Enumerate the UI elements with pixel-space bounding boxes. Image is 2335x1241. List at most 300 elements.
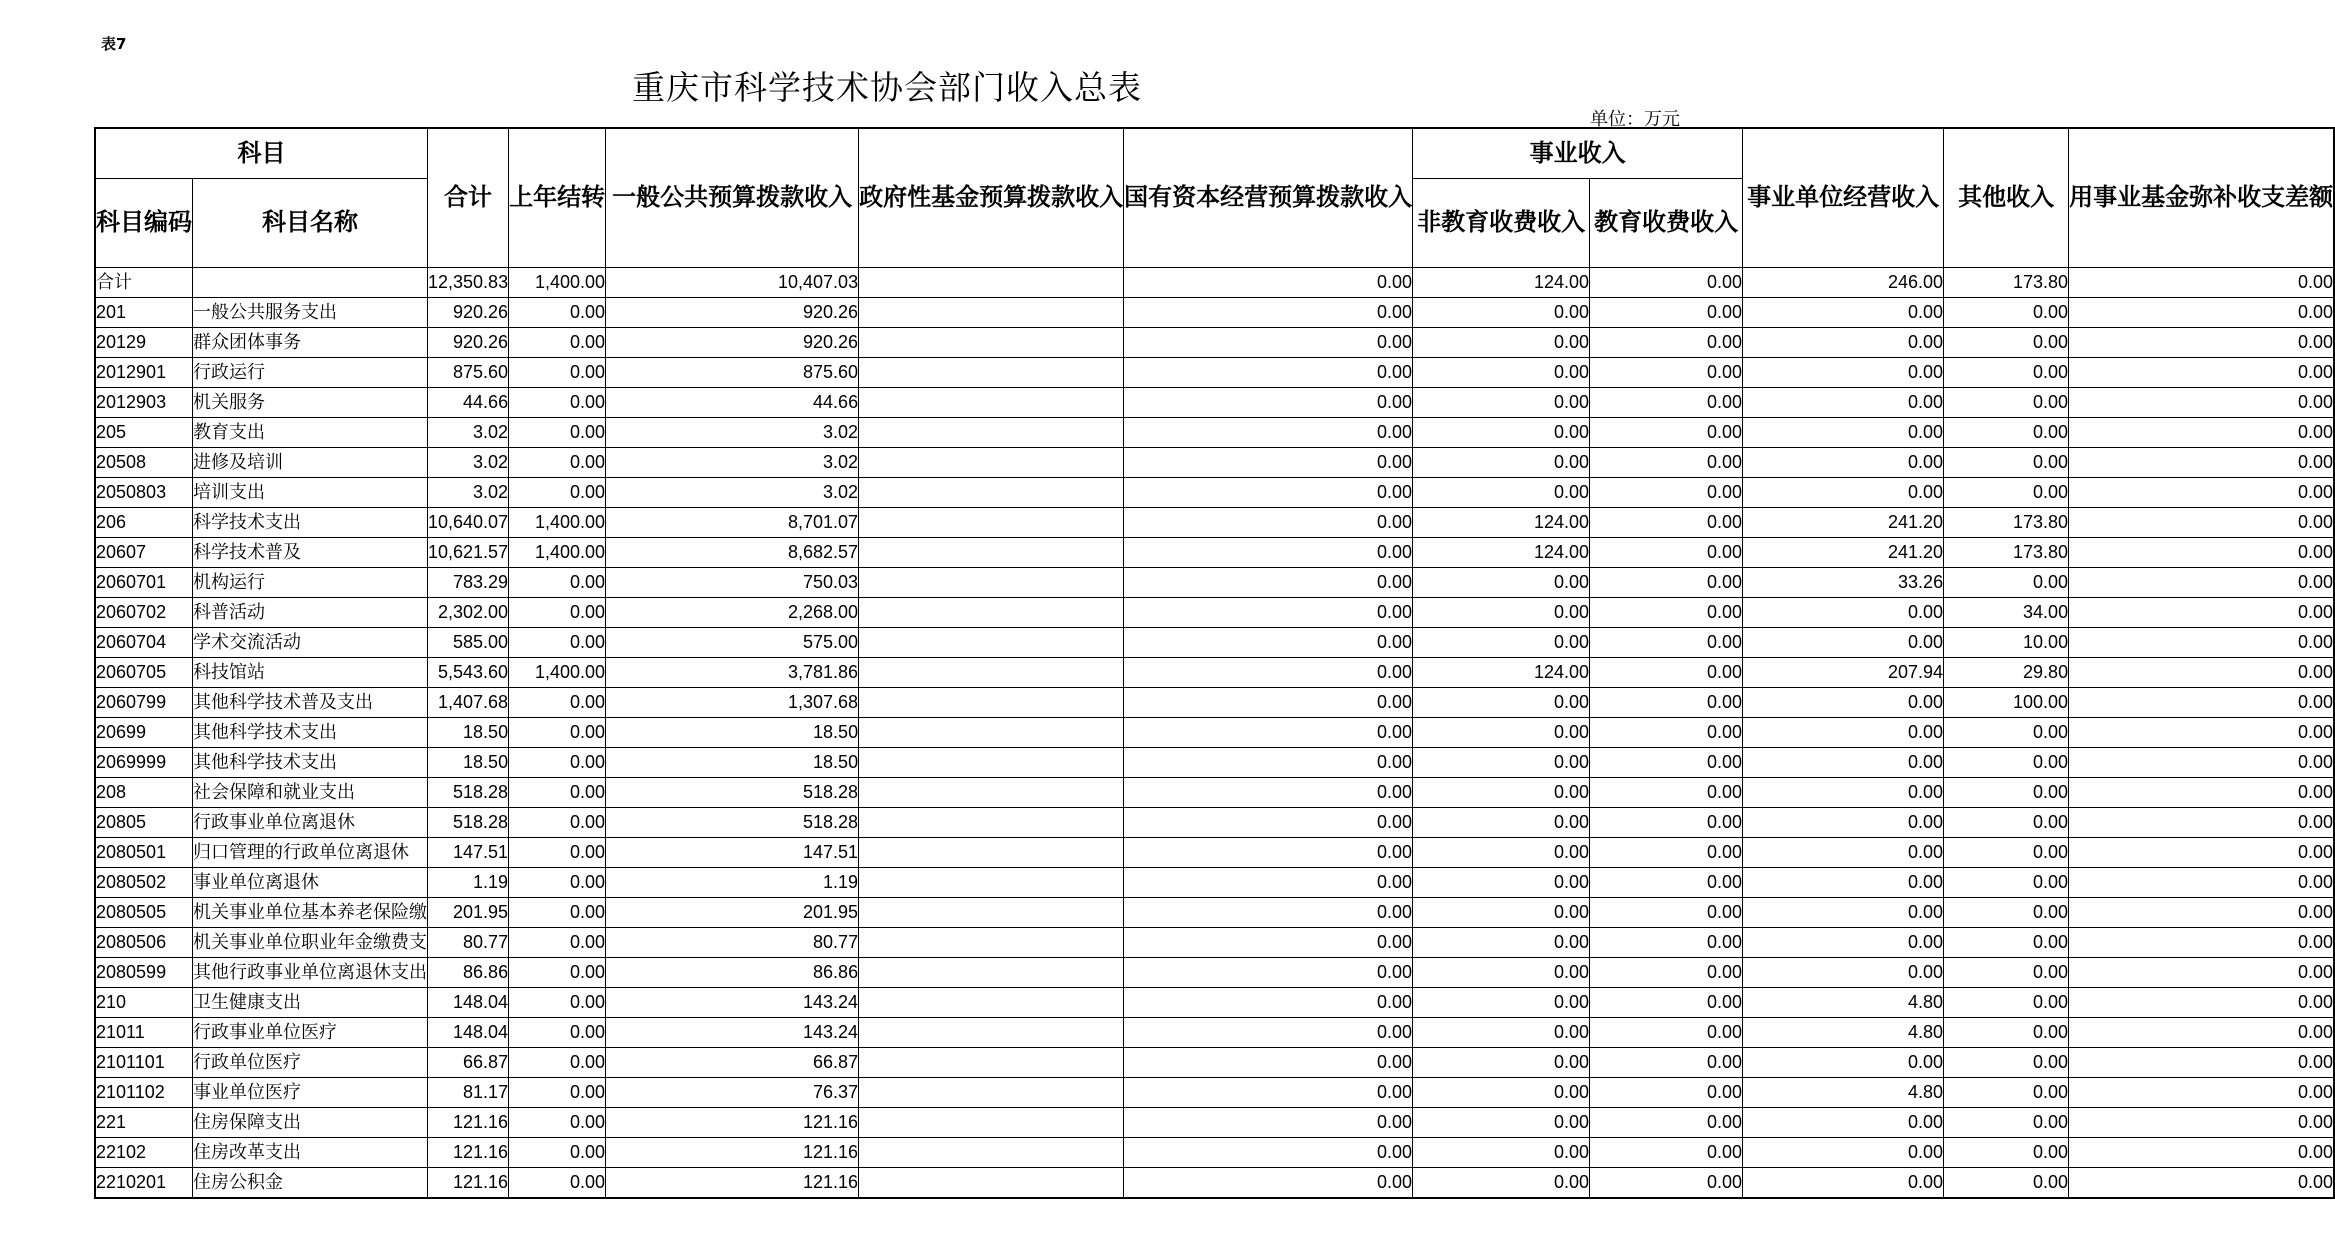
cell-general: 121.16 bbox=[606, 1167, 859, 1198]
cell-fund: 0.00 bbox=[2069, 897, 2335, 927]
cell-edu: 0.00 bbox=[1590, 357, 1743, 387]
cell-gov bbox=[859, 477, 1124, 507]
table-row bbox=[95, 387, 2334, 417]
cell-name: 科普活动 bbox=[193, 597, 428, 627]
cell-general: 121.16 bbox=[606, 1137, 859, 1167]
cell-oper: 33.26 bbox=[1743, 567, 1944, 597]
cell-name: 行政事业单位离退休 bbox=[193, 807, 428, 837]
cell-carry: 1,400.00 bbox=[509, 657, 606, 687]
table-row bbox=[95, 1077, 2334, 1107]
cell-name: 进修及培训 bbox=[193, 447, 428, 477]
cell-carry: 0.00 bbox=[509, 927, 606, 957]
cell-code: 2060799 bbox=[95, 687, 193, 717]
header-carryover: 上年结转 bbox=[509, 128, 606, 267]
cell-general: 18.50 bbox=[606, 717, 859, 747]
cell-capital: 0.00 bbox=[1124, 267, 1413, 297]
cell-nonedu: 0.00 bbox=[1413, 1047, 1590, 1077]
cell-carry: 1,400.00 bbox=[509, 507, 606, 537]
cell-carry: 0.00 bbox=[509, 717, 606, 747]
cell-other: 0.00 bbox=[1944, 1017, 2069, 1047]
cell-oper: 0.00 bbox=[1743, 837, 1944, 867]
cell-gov bbox=[859, 777, 1124, 807]
cell-oper: 241.20 bbox=[1743, 507, 1944, 537]
cell-gov bbox=[859, 597, 1124, 627]
cell-code: 2060704 bbox=[95, 627, 193, 657]
cell-code: 208 bbox=[95, 777, 193, 807]
cell-name: 住房公积金 bbox=[193, 1167, 428, 1198]
cell-carry: 0.00 bbox=[509, 747, 606, 777]
cell-oper: 0.00 bbox=[1743, 417, 1944, 447]
cell-fund: 0.00 bbox=[2069, 747, 2335, 777]
cell-total: 10,621.57 bbox=[428, 537, 509, 567]
cell-carry: 0.00 bbox=[509, 627, 606, 657]
cell-general: 76.37 bbox=[606, 1077, 859, 1107]
cell-gov bbox=[859, 717, 1124, 747]
cell-other: 0.00 bbox=[1944, 807, 2069, 837]
table-row bbox=[95, 267, 2334, 297]
cell-fund: 0.00 bbox=[2069, 537, 2335, 567]
table-row bbox=[95, 807, 2334, 837]
cell-nonedu: 0.00 bbox=[1413, 987, 1590, 1017]
cell-carry: 0.00 bbox=[509, 687, 606, 717]
cell-fund: 0.00 bbox=[2069, 1017, 2335, 1047]
cell-total: 121.16 bbox=[428, 1167, 509, 1198]
cell-gov bbox=[859, 1077, 1124, 1107]
cell-general: 2,268.00 bbox=[606, 597, 859, 627]
cell-gov bbox=[859, 897, 1124, 927]
cell-code: 21011 bbox=[95, 1017, 193, 1047]
cell-general: 3,781.86 bbox=[606, 657, 859, 687]
cell-name: 科学技术支出 bbox=[193, 507, 428, 537]
cell-gov bbox=[859, 687, 1124, 717]
cell-total: 121.16 bbox=[428, 1137, 509, 1167]
cell-nonedu: 124.00 bbox=[1413, 537, 1590, 567]
cell-general: 143.24 bbox=[606, 987, 859, 1017]
table-row bbox=[95, 477, 2334, 507]
table-header bbox=[95, 128, 2334, 267]
cell-fund: 0.00 bbox=[2069, 777, 2335, 807]
cell-name: 机构运行 bbox=[193, 567, 428, 597]
cell-other: 0.00 bbox=[1944, 1047, 2069, 1077]
cell-oper: 0.00 bbox=[1743, 327, 1944, 357]
cell-general: 518.28 bbox=[606, 777, 859, 807]
cell-edu: 0.00 bbox=[1590, 747, 1743, 777]
table-row bbox=[95, 837, 2334, 867]
cell-code: 210 bbox=[95, 987, 193, 1017]
cell-carry: 0.00 bbox=[509, 1077, 606, 1107]
cell-code: 合计 bbox=[95, 267, 193, 297]
cell-nonedu: 0.00 bbox=[1413, 957, 1590, 987]
table-row bbox=[95, 1017, 2334, 1047]
cell-code: 20699 bbox=[95, 717, 193, 747]
cell-gov bbox=[859, 1167, 1124, 1198]
cell-gov bbox=[859, 567, 1124, 597]
cell-general: 143.24 bbox=[606, 1017, 859, 1047]
cell-fund: 0.00 bbox=[2069, 987, 2335, 1017]
cell-code: 2012901 bbox=[95, 357, 193, 387]
table-row bbox=[95, 597, 2334, 627]
cell-capital: 0.00 bbox=[1124, 1167, 1413, 1198]
cell-total: 147.51 bbox=[428, 837, 509, 867]
cell-total: 81.17 bbox=[428, 1077, 509, 1107]
cell-carry: 0.00 bbox=[509, 1047, 606, 1077]
cell-code: 2210201 bbox=[95, 1167, 193, 1198]
cell-name: 卫生健康支出 bbox=[193, 987, 428, 1017]
cell-general: 80.77 bbox=[606, 927, 859, 957]
cell-fund: 0.00 bbox=[2069, 657, 2335, 687]
cell-oper: 207.94 bbox=[1743, 657, 1944, 687]
cell-other: 0.00 bbox=[1944, 957, 2069, 987]
header-business-income: 事业收入 bbox=[1413, 128, 1743, 178]
page-title: 重庆市科学技术协会部门收入总表 bbox=[632, 68, 1142, 107]
cell-oper: 0.00 bbox=[1743, 357, 1944, 387]
cell-gov bbox=[859, 1047, 1124, 1077]
cell-capital: 0.00 bbox=[1124, 597, 1413, 627]
cell-total: 86.86 bbox=[428, 957, 509, 987]
cell-total: 148.04 bbox=[428, 987, 509, 1017]
cell-gov bbox=[859, 1137, 1124, 1167]
cell-fund: 0.00 bbox=[2069, 927, 2335, 957]
cell-total: 5,543.60 bbox=[428, 657, 509, 687]
cell-total: 18.50 bbox=[428, 747, 509, 777]
cell-edu: 0.00 bbox=[1590, 837, 1743, 867]
table-row bbox=[95, 327, 2334, 357]
cell-general: 44.66 bbox=[606, 387, 859, 417]
cell-edu: 0.00 bbox=[1590, 1047, 1743, 1077]
cell-code: 2050803 bbox=[95, 477, 193, 507]
cell-total: 585.00 bbox=[428, 627, 509, 657]
cell-capital: 0.00 bbox=[1124, 447, 1413, 477]
cell-oper: 241.20 bbox=[1743, 537, 1944, 567]
cell-name: 归口管理的行政单位离退休 bbox=[193, 837, 428, 867]
cell-total: 1.19 bbox=[428, 867, 509, 897]
cell-name: 事业单位离退休 bbox=[193, 867, 428, 897]
cell-code: 2060701 bbox=[95, 567, 193, 597]
cell-code: 20805 bbox=[95, 807, 193, 837]
table-row bbox=[95, 1107, 2334, 1137]
cell-carry: 0.00 bbox=[509, 987, 606, 1017]
cell-other: 0.00 bbox=[1944, 867, 2069, 897]
cell-gov bbox=[859, 417, 1124, 447]
cell-oper: 4.80 bbox=[1743, 1077, 1944, 1107]
cell-capital: 0.00 bbox=[1124, 957, 1413, 987]
header-operating-income: 事业单位经营收入 bbox=[1743, 128, 1944, 267]
cell-total: 1,407.68 bbox=[428, 687, 509, 717]
cell-nonedu: 0.00 bbox=[1413, 747, 1590, 777]
cell-nonedu: 0.00 bbox=[1413, 897, 1590, 927]
cell-general: 147.51 bbox=[606, 837, 859, 867]
cell-other: 0.00 bbox=[1944, 327, 2069, 357]
cell-edu: 0.00 bbox=[1590, 1167, 1743, 1198]
cell-code: 2060705 bbox=[95, 657, 193, 687]
cell-carry: 0.00 bbox=[509, 837, 606, 867]
cell-edu: 0.00 bbox=[1590, 717, 1743, 747]
cell-oper: 4.80 bbox=[1743, 1017, 1944, 1047]
table-row bbox=[95, 687, 2334, 717]
cell-gov bbox=[859, 357, 1124, 387]
cell-general: 10,407.03 bbox=[606, 267, 859, 297]
cell-name: 机关事业单位基本养老保险缴 bbox=[193, 897, 428, 927]
header-fund-balance: 用事业基金弥补收支差额 bbox=[2069, 128, 2335, 267]
income-summary-table bbox=[94, 127, 2335, 1199]
cell-fund: 0.00 bbox=[2069, 1047, 2335, 1077]
cell-general: 18.50 bbox=[606, 747, 859, 777]
table-row bbox=[95, 657, 2334, 687]
cell-gov bbox=[859, 657, 1124, 687]
cell-carry: 0.00 bbox=[509, 957, 606, 987]
cell-gov bbox=[859, 267, 1124, 297]
cell-name: 机关事业单位职业年金缴费支 bbox=[193, 927, 428, 957]
cell-name: 行政单位医疗 bbox=[193, 1047, 428, 1077]
cell-general: 3.02 bbox=[606, 417, 859, 447]
cell-gov bbox=[859, 807, 1124, 837]
cell-capital: 0.00 bbox=[1124, 657, 1413, 687]
cell-carry: 0.00 bbox=[509, 1107, 606, 1137]
cell-other: 173.80 bbox=[1944, 267, 2069, 297]
cell-total: 12,350.83 bbox=[428, 267, 509, 297]
cell-gov bbox=[859, 327, 1124, 357]
cell-other: 34.00 bbox=[1944, 597, 2069, 627]
cell-name: 教育支出 bbox=[193, 417, 428, 447]
cell-fund: 0.00 bbox=[2069, 807, 2335, 837]
cell-gov bbox=[859, 837, 1124, 867]
cell-oper: 0.00 bbox=[1743, 1137, 1944, 1167]
cell-name: 一般公共服务支出 bbox=[193, 297, 428, 327]
cell-name: 住房改革支出 bbox=[193, 1137, 428, 1167]
cell-code: 206 bbox=[95, 507, 193, 537]
cell-gov bbox=[859, 297, 1124, 327]
cell-edu: 0.00 bbox=[1590, 447, 1743, 477]
cell-other: 0.00 bbox=[1944, 297, 2069, 327]
cell-nonedu: 0.00 bbox=[1413, 1017, 1590, 1047]
table-row bbox=[95, 957, 2334, 987]
cell-capital: 0.00 bbox=[1124, 297, 1413, 327]
cell-general: 920.26 bbox=[606, 327, 859, 357]
cell-total: 3.02 bbox=[428, 417, 509, 447]
cell-nonedu: 0.00 bbox=[1413, 687, 1590, 717]
cell-nonedu: 0.00 bbox=[1413, 1077, 1590, 1107]
cell-name: 其他科学技术支出 bbox=[193, 717, 428, 747]
cell-other: 0.00 bbox=[1944, 897, 2069, 927]
cell-other: 29.80 bbox=[1944, 657, 2069, 687]
cell-general: 750.03 bbox=[606, 567, 859, 597]
cell-oper: 0.00 bbox=[1743, 717, 1944, 747]
cell-name bbox=[193, 267, 428, 297]
cell-other: 10.00 bbox=[1944, 627, 2069, 657]
cell-code: 2012903 bbox=[95, 387, 193, 417]
cell-code: 2069999 bbox=[95, 747, 193, 777]
cell-code: 2080501 bbox=[95, 837, 193, 867]
cell-fund: 0.00 bbox=[2069, 1137, 2335, 1167]
cell-carry: 0.00 bbox=[509, 477, 606, 507]
cell-general: 575.00 bbox=[606, 627, 859, 657]
cell-code: 20607 bbox=[95, 537, 193, 567]
cell-gov bbox=[859, 867, 1124, 897]
header-state-capital: 国有资本经营预算拨款收入 bbox=[1124, 128, 1413, 267]
cell-general: 86.86 bbox=[606, 957, 859, 987]
cell-gov bbox=[859, 927, 1124, 957]
cell-total: 875.60 bbox=[428, 357, 509, 387]
cell-name: 行政运行 bbox=[193, 357, 428, 387]
cell-other: 0.00 bbox=[1944, 477, 2069, 507]
cell-fund: 0.00 bbox=[2069, 357, 2335, 387]
cell-nonedu: 0.00 bbox=[1413, 1107, 1590, 1137]
cell-general: 1.19 bbox=[606, 867, 859, 897]
table-row bbox=[95, 747, 2334, 777]
cell-general: 875.60 bbox=[606, 357, 859, 387]
cell-total: 920.26 bbox=[428, 327, 509, 357]
cell-other: 100.00 bbox=[1944, 687, 2069, 717]
cell-fund: 0.00 bbox=[2069, 267, 2335, 297]
cell-edu: 0.00 bbox=[1590, 567, 1743, 597]
cell-oper: 0.00 bbox=[1743, 897, 1944, 927]
cell-total: 518.28 bbox=[428, 777, 509, 807]
cell-gov bbox=[859, 987, 1124, 1017]
cell-nonedu: 0.00 bbox=[1413, 447, 1590, 477]
cell-edu: 0.00 bbox=[1590, 927, 1743, 957]
cell-nonedu: 0.00 bbox=[1413, 417, 1590, 447]
table-row bbox=[95, 717, 2334, 747]
header-subject: 科目 bbox=[95, 128, 428, 178]
cell-fund: 0.00 bbox=[2069, 1077, 2335, 1107]
cell-edu: 0.00 bbox=[1590, 687, 1743, 717]
cell-capital: 0.00 bbox=[1124, 1017, 1413, 1047]
cell-edu: 0.00 bbox=[1590, 477, 1743, 507]
table-row bbox=[95, 447, 2334, 477]
cell-carry: 0.00 bbox=[509, 447, 606, 477]
cell-total: 44.66 bbox=[428, 387, 509, 417]
cell-name: 其他科学技术普及支出 bbox=[193, 687, 428, 717]
cell-other: 0.00 bbox=[1944, 417, 2069, 447]
cell-total: 3.02 bbox=[428, 477, 509, 507]
cell-oper: 0.00 bbox=[1743, 597, 1944, 627]
table-row bbox=[95, 867, 2334, 897]
table-row bbox=[95, 417, 2334, 447]
cell-capital: 0.00 bbox=[1124, 807, 1413, 837]
cell-total: 3.02 bbox=[428, 447, 509, 477]
cell-nonedu: 0.00 bbox=[1413, 837, 1590, 867]
cell-fund: 0.00 bbox=[2069, 477, 2335, 507]
cell-other: 0.00 bbox=[1944, 357, 2069, 387]
cell-other: 0.00 bbox=[1944, 1137, 2069, 1167]
cell-code: 2080502 bbox=[95, 867, 193, 897]
cell-gov bbox=[859, 627, 1124, 657]
cell-oper: 0.00 bbox=[1743, 957, 1944, 987]
cell-fund: 0.00 bbox=[2069, 597, 2335, 627]
cell-nonedu: 0.00 bbox=[1413, 477, 1590, 507]
cell-code: 205 bbox=[95, 417, 193, 447]
cell-other: 0.00 bbox=[1944, 927, 2069, 957]
cell-edu: 0.00 bbox=[1590, 267, 1743, 297]
cell-capital: 0.00 bbox=[1124, 357, 1413, 387]
cell-capital: 0.00 bbox=[1124, 387, 1413, 417]
cell-capital: 0.00 bbox=[1124, 1137, 1413, 1167]
cell-fund: 0.00 bbox=[2069, 387, 2335, 417]
cell-fund: 0.00 bbox=[2069, 507, 2335, 537]
cell-edu: 0.00 bbox=[1590, 867, 1743, 897]
cell-capital: 0.00 bbox=[1124, 897, 1413, 927]
cell-general: 66.87 bbox=[606, 1047, 859, 1077]
cell-capital: 0.00 bbox=[1124, 1107, 1413, 1137]
cell-oper: 0.00 bbox=[1743, 867, 1944, 897]
cell-code: 2080599 bbox=[95, 957, 193, 987]
cell-general: 121.16 bbox=[606, 1107, 859, 1137]
cell-capital: 0.00 bbox=[1124, 507, 1413, 537]
cell-fund: 0.00 bbox=[2069, 867, 2335, 897]
cell-carry: 0.00 bbox=[509, 297, 606, 327]
table-number: 表7 bbox=[101, 35, 127, 53]
cell-oper: 0.00 bbox=[1743, 1107, 1944, 1137]
cell-oper: 0.00 bbox=[1743, 687, 1944, 717]
cell-fund: 0.00 bbox=[2069, 447, 2335, 477]
cell-carry: 0.00 bbox=[509, 897, 606, 927]
cell-name: 事业单位医疗 bbox=[193, 1077, 428, 1107]
cell-nonedu: 0.00 bbox=[1413, 807, 1590, 837]
cell-carry: 0.00 bbox=[509, 1167, 606, 1198]
cell-nonedu: 0.00 bbox=[1413, 327, 1590, 357]
cell-total: 201.95 bbox=[428, 897, 509, 927]
cell-total: 121.16 bbox=[428, 1107, 509, 1137]
cell-gov bbox=[859, 747, 1124, 777]
cell-carry: 0.00 bbox=[509, 1017, 606, 1047]
cell-nonedu: 124.00 bbox=[1413, 507, 1590, 537]
cell-gov bbox=[859, 387, 1124, 417]
cell-edu: 0.00 bbox=[1590, 1017, 1743, 1047]
cell-other: 173.80 bbox=[1944, 507, 2069, 537]
cell-other: 0.00 bbox=[1944, 447, 2069, 477]
cell-total: 2,302.00 bbox=[428, 597, 509, 627]
cell-nonedu: 0.00 bbox=[1413, 927, 1590, 957]
cell-gov bbox=[859, 1017, 1124, 1047]
cell-capital: 0.00 bbox=[1124, 417, 1413, 447]
cell-carry: 0.00 bbox=[509, 867, 606, 897]
cell-fund: 0.00 bbox=[2069, 417, 2335, 447]
cell-fund: 0.00 bbox=[2069, 627, 2335, 657]
cell-edu: 0.00 bbox=[1590, 627, 1743, 657]
cell-nonedu: 124.00 bbox=[1413, 267, 1590, 297]
cell-code: 20129 bbox=[95, 327, 193, 357]
cell-carry: 0.00 bbox=[509, 597, 606, 627]
cell-carry: 0.00 bbox=[509, 807, 606, 837]
cell-name: 机关服务 bbox=[193, 387, 428, 417]
cell-carry: 1,400.00 bbox=[509, 537, 606, 567]
cell-oper: 0.00 bbox=[1743, 447, 1944, 477]
cell-general: 920.26 bbox=[606, 297, 859, 327]
cell-edu: 0.00 bbox=[1590, 597, 1743, 627]
cell-name: 其他行政事业单位离退休支出 bbox=[193, 957, 428, 987]
cell-oper: 4.80 bbox=[1743, 987, 1944, 1017]
cell-fund: 0.00 bbox=[2069, 297, 2335, 327]
cell-edu: 0.00 bbox=[1590, 777, 1743, 807]
table-row bbox=[95, 927, 2334, 957]
cell-carry: 1,400.00 bbox=[509, 267, 606, 297]
cell-nonedu: 0.00 bbox=[1413, 1167, 1590, 1198]
header-non-edu-fee: 非教育收费收入 bbox=[1413, 178, 1590, 267]
table-row bbox=[95, 297, 2334, 327]
cell-oper: 0.00 bbox=[1743, 777, 1944, 807]
cell-fund: 0.00 bbox=[2069, 717, 2335, 747]
cell-oper: 0.00 bbox=[1743, 627, 1944, 657]
table-row bbox=[95, 357, 2334, 387]
cell-name: 科学技术普及 bbox=[193, 537, 428, 567]
cell-name: 培训支出 bbox=[193, 477, 428, 507]
table-row bbox=[95, 537, 2334, 567]
cell-oper: 0.00 bbox=[1743, 927, 1944, 957]
header-edu-fee: 教育收费收入 bbox=[1590, 178, 1743, 267]
cell-edu: 0.00 bbox=[1590, 897, 1743, 927]
cell-edu: 0.00 bbox=[1590, 327, 1743, 357]
cell-oper: 0.00 bbox=[1743, 1167, 1944, 1198]
